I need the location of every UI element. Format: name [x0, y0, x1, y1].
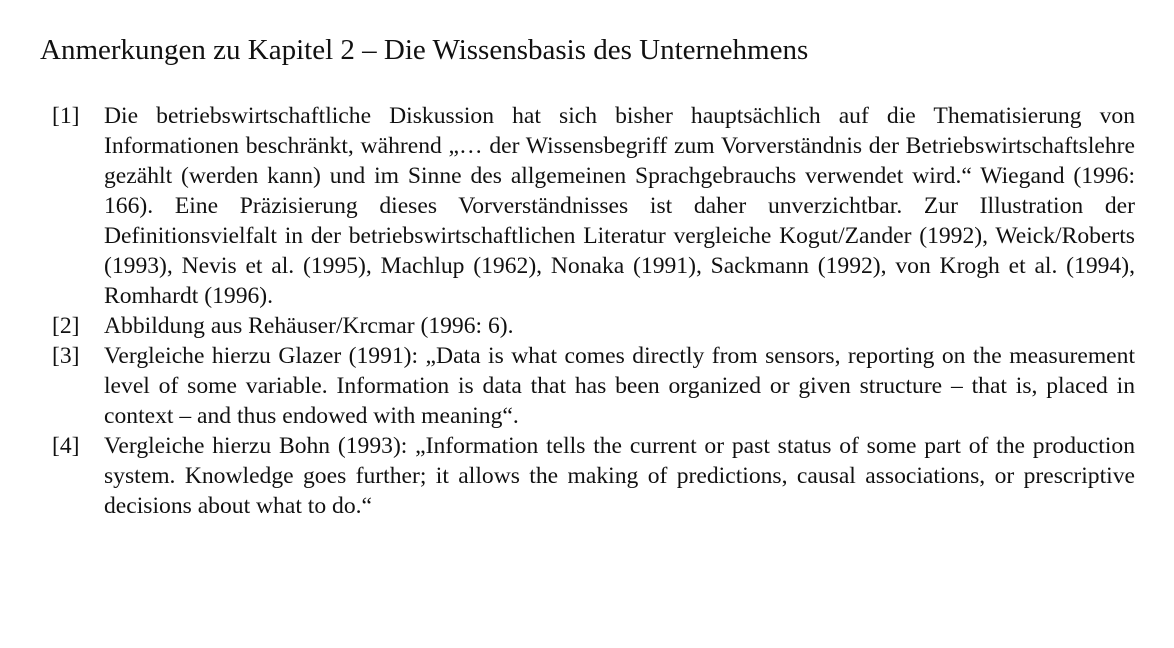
endnote-1 — [52, 101, 1135, 311]
endnote-text: Die betriebswirtschaftliche Diskussion hat sich bisher hauptsächlich auf die Thematisierung von Informationen beschränkt, während „… der Wissensbegriff zum Vorverständnis der Betriebswirtschaftslehre gezählt (werden kann) und im Sinne des allgemeinen Sprachgebrauchs verwendet wird.“ Wiegand (1996: 166). Eine Präzisierung dieses Vorverständnisses ist daher unverzichtbar. Zur Illustration der Definitionsvielfalt in der betriebswirtschaftlichen Literatur vergleiche Kogut/Zander (1992), Weick/Roberts (1993), Nevis et al. (1995), Machlup (1962), Nonaka (1991), Sackmann (1992), von Krogh et al. (1994), Romhardt (1996). — [104, 103, 1135, 309]
endnote-4 — [52, 431, 1135, 521]
endnote-number: [2] — [52, 313, 80, 339]
chapter-notes-heading: Anmerkungen zu Kapitel 2 – Die Wissensbasis des Unternehmens — [40, 34, 809, 66]
endnotes-list — [52, 101, 1135, 521]
endnote-text: Abbildung aus Rehäuser/Krcmar (1996: 6). — [104, 313, 514, 339]
endnote-3 — [52, 341, 1135, 431]
endnote-text: Vergleiche hierzu Bohn (1993): „Information tells the current or past status of some part of the production system. Knowledge goes further; it allows the making of predictions, causal associations, or prescriptive decisions about what to do.“ — [104, 433, 1135, 519]
endnote-number: [3] — [52, 343, 80, 369]
endnote-number: [1] — [52, 103, 80, 129]
endnote-number: [4] — [52, 433, 80, 459]
endnote-text: Vergleiche hierzu Glazer (1991): „Data is what comes directly from sensors, reporting on the measurement level of some variable. Information is data that has been organized or given structure – that is, placed in context – and thus endowed with meaning“. — [104, 343, 1135, 429]
endnote-2 — [52, 311, 1135, 341]
